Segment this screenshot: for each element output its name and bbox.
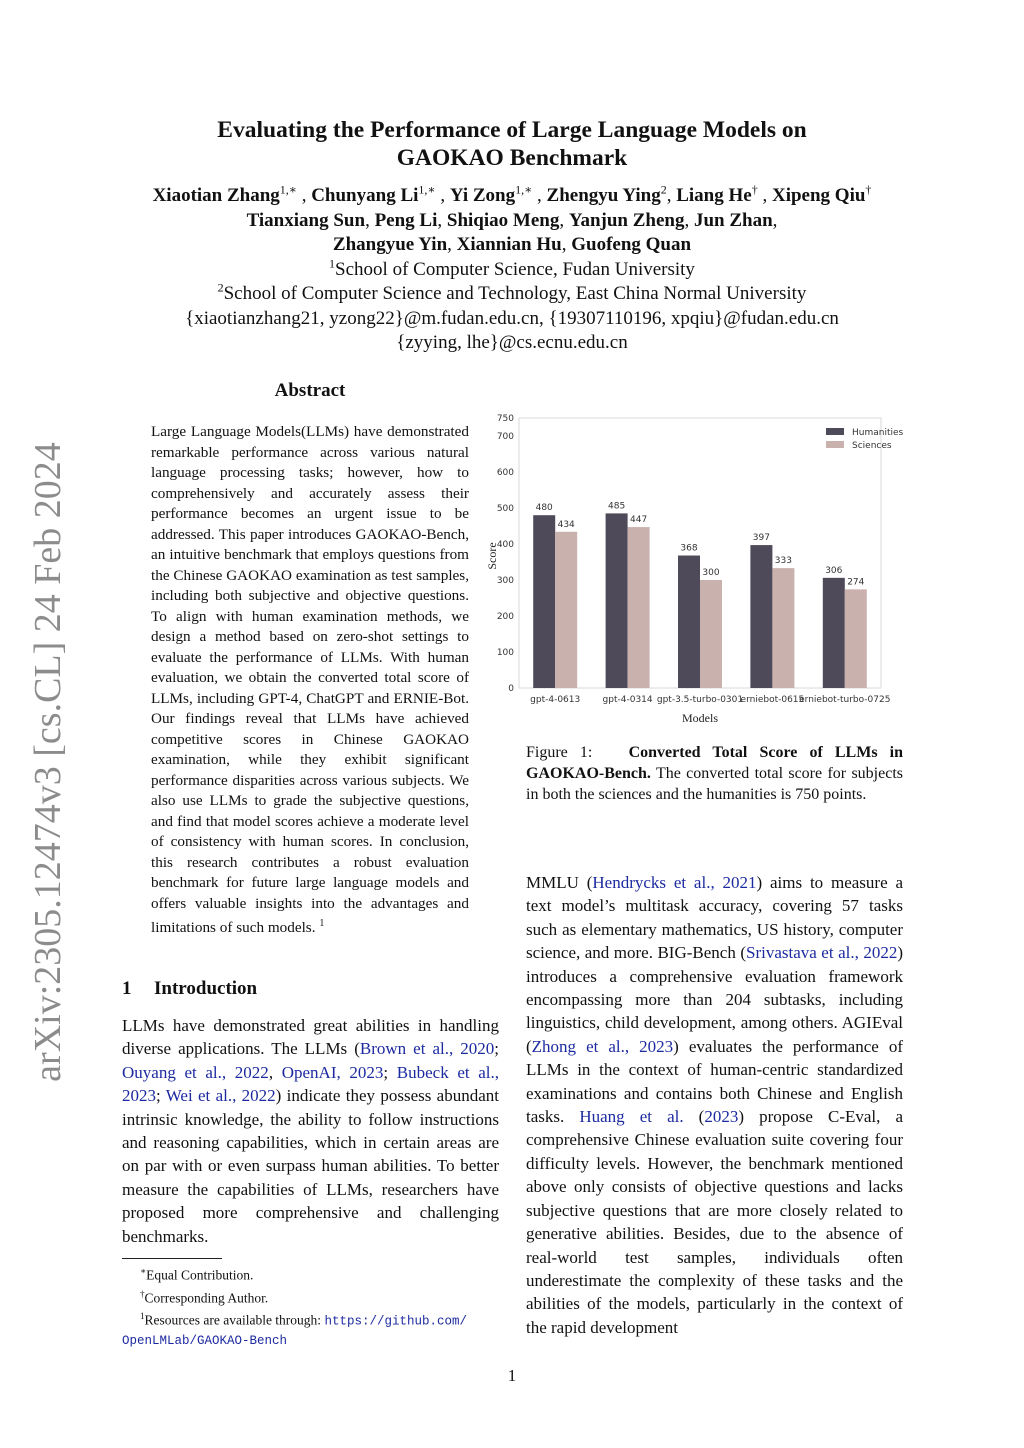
bar-sciences <box>555 532 577 688</box>
arxiv-side-label: arXiv:2305.12474v3 [cs.CL] 24 Feb 2024 <box>27 442 69 1082</box>
author-block <box>0 184 1024 356</box>
bar-sciences <box>772 568 794 688</box>
y-tick-label: 0 <box>508 684 514 694</box>
author-line-3: Zhangyue Yin, Xiannian Hu, Guofeng Quan <box>332 234 692 255</box>
bar-humanities <box>606 513 628 688</box>
bar-value-label: 368 <box>680 543 698 554</box>
abstract-footnote-mark: 1 <box>319 918 325 929</box>
y-tick-label: 700 <box>496 432 514 442</box>
bar-value-label: 300 <box>702 568 720 578</box>
y-tick-label: 600 <box>496 468 514 478</box>
bar-value-label: 397 <box>752 533 770 544</box>
bar-humanities <box>750 545 772 688</box>
resource-url-link-cont[interactable]: OpenLMLab/GAOKAO-Bench <box>122 1333 288 1348</box>
figure-1-bar-chart <box>484 408 924 730</box>
bar-value-label: 485 <box>608 501 626 512</box>
bar-sciences <box>700 580 722 688</box>
y-tick-label: 100 <box>496 648 514 658</box>
bar-value-label: 333 <box>774 556 792 567</box>
y-tick-label: 300 <box>496 576 514 586</box>
figure-1-caption: Figure 1: Converted Total Score of LLMs in GAOKAO-Bench. The converted total score for subjects in both the sciences and the humanities is 750 points. <box>526 744 903 803</box>
right-column-paragraph: MMLU (Hendrycks et al., 2021) aims to measure a text model’s multitask accuracy, covering 57 tasks such as elementary mathematics, US history, computer science, and more. BIG-Bench (Srivastava et al., 2022) introduces a comprehensive evaluation framework encompassing more than 204 subtasks, including linguistics, child development, among others. AGIEval (Zhong et al., 2023) evaluates the performance of LLMs in the context of human-centric standardized examinations and contains both Chinese and English tasks. Huang et al. (2023) propose C-Eval, a comprehensive Chinese evaluation suite covering four difficulty levels. However, the benchmark mentioned above only consists of objective questions and lacks subjective questions that are more closely related to generative abilities. Besides, due to the absence of real-world test samples, individuals often underestimate the complexity of these tasks and the abilities of the models, particularly in the context of the rapid development <box>526 873 904 1337</box>
bar-value-label: 447 <box>630 515 648 526</box>
bar-value-label: 274 <box>847 577 865 588</box>
citation-link[interactable]: Bubeck et al., 2023 <box>122 1062 500 1106</box>
footnote-equal: ∗Equal Contribution. <box>140 1266 254 1283</box>
footnote-corresponding: †Corresponding Author. <box>140 1288 269 1305</box>
bar-value-label: 434 <box>557 519 575 530</box>
abstract-body: Large Language Models(LLMs) have demonstrated remarkable performance across various natural language processing tasks; however, how to comprehensively and accurately assess their performance becomes an urgent issue to be addressed. This paper introduces GAOKAO-Bench, an intuitive benchmark that employs questions from the Chinese GAOKAO examination as test samples, including both subjective and objective questions. To align with human examination methods, we design a method based on zero-shot settings to evaluate the performance of LLMs. With human evaluation, we obtain the converted total score of LLMs, including GPT-4, ChatGPT and ERNIE-Bot. Our findings reveal that LLMs have achieved competitive scores in Chinese GAOKAO examination, while they exhibit significant performance disparities across various subjects. We also use LLMs to grade the subjective questions, and find that model scores achieve a moderate level of consistency with human scores. In conclusion, this research contributes a robust evaluation benchmark for future large language models and offers valuable insights into the advantages and limitations of such models. $^1$ <box>151 423 469 937</box>
legend-swatch-humanities <box>826 428 844 435</box>
affiliation-2: $^2$School of Computer Science and Technology, East China Normal University <box>217 280 807 304</box>
bar-sciences <box>628 527 650 688</box>
page-number: 1 <box>507 1366 517 1385</box>
footnotes <box>122 1262 502 1350</box>
citation-link[interactable]: Srivastava et al., 2022 <box>746 943 898 963</box>
citation-link[interactable]: 2023 <box>704 1107 739 1127</box>
bar-humanities <box>678 556 700 688</box>
citation-link[interactable]: Brown et al., 2020 <box>359 1039 495 1059</box>
introduction-paragraph: LLMs have demonstrated great abilities in handling diverse applications. The LLMs (Brown et al., 2020; Ouyang et al., 2022, OpenAI, 2023; Bubeck et al., 2023; Wei et al., 2022) indicate they possess abundant intrinsic knowledge, the ability to follow instructions and reasoning capabilities, which in certain areas are on par with or even surpass human abilities. To better measure the capabilities of LLMs, researchers have proposed more comprehensive and challenging benchmarks. <box>122 1016 500 1246</box>
email-line-2: {zyying, lhe}@cs.ecnu.edu.cn <box>396 332 628 353</box>
x-tick-label: gpt-4-0314 <box>602 695 653 705</box>
citation-link[interactable]: Huang et al. <box>579 1107 684 1127</box>
citation-link[interactable]: Zhong et al., 2023 <box>531 1036 674 1056</box>
author-line-1: Xiaotian Zhang$^{1,∗}$ , Chunyang $Li^{1,∗}$ , Yi Zong$^{1,∗}$ , Zhengyu Ying$^2$, Liang He† , Xipeng Qiu† <box>152 182 872 206</box>
bar-value-label: 306 <box>825 565 843 576</box>
legend-label: Humanities <box>852 428 904 438</box>
resource-url-link[interactable]: https://github.com/ <box>324 1314 467 1329</box>
legend-swatch-sciences <box>826 441 844 448</box>
x-tick-label: erniebot-turbo-0725 <box>799 695 891 705</box>
x-tick-label: gpt-4-0613 <box>530 695 581 705</box>
legend-label: Sciences <box>852 441 892 451</box>
citation-link[interactable]: OpenAI, 2023 <box>281 1062 384 1082</box>
author-line-2: Tianxiang Sun, Peng Li, Shiqiao Meng, Yanjun Zheng, Jun Zhan, <box>246 209 778 231</box>
bar-humanities <box>823 578 845 688</box>
y-tick-label: 500 <box>496 504 514 514</box>
bar-value-label: 480 <box>535 503 553 514</box>
y-tick-label: 200 <box>496 612 514 622</box>
section-heading-introduction: 1 Introduction <box>122 978 258 999</box>
citation-link[interactable]: Hendrycks et al., 2021 <box>592 873 757 892</box>
y-axis-label: Score <box>485 542 499 570</box>
footnote-resources: $^1$Resources are available through: https://github.com/ <box>140 1311 467 1329</box>
citation-link[interactable]: Ouyang et al., 2022 <box>122 1062 269 1082</box>
abstract-heading: Abstract <box>274 380 346 401</box>
paper-title: Evaluating the Performance of Large Language Models on GAOKAO Benchmark <box>217 117 807 171</box>
email-line-1: {xiaotianzhang21, yzong22}@m.fudan.edu.cn, {19307110196, xpqiu}@fudan.edu.cn <box>185 307 839 329</box>
bar-humanities <box>533 515 555 688</box>
citation-link[interactable]: Wei et al., 2022 <box>165 1086 276 1106</box>
bar-sciences <box>845 589 867 688</box>
y-tick-label: 750 <box>496 414 514 424</box>
x-tick-label: gpt-3.5-turbo-0301 <box>656 695 744 705</box>
affiliation-1: $^1$School of Computer Science, Fudan University <box>329 256 695 280</box>
y-tick-label: 400 <box>496 540 514 550</box>
x-tick-label: erniebot-0615 <box>740 695 805 705</box>
footnote-rule <box>122 1258 222 1259</box>
x-axis-label: Models <box>682 711 718 725</box>
